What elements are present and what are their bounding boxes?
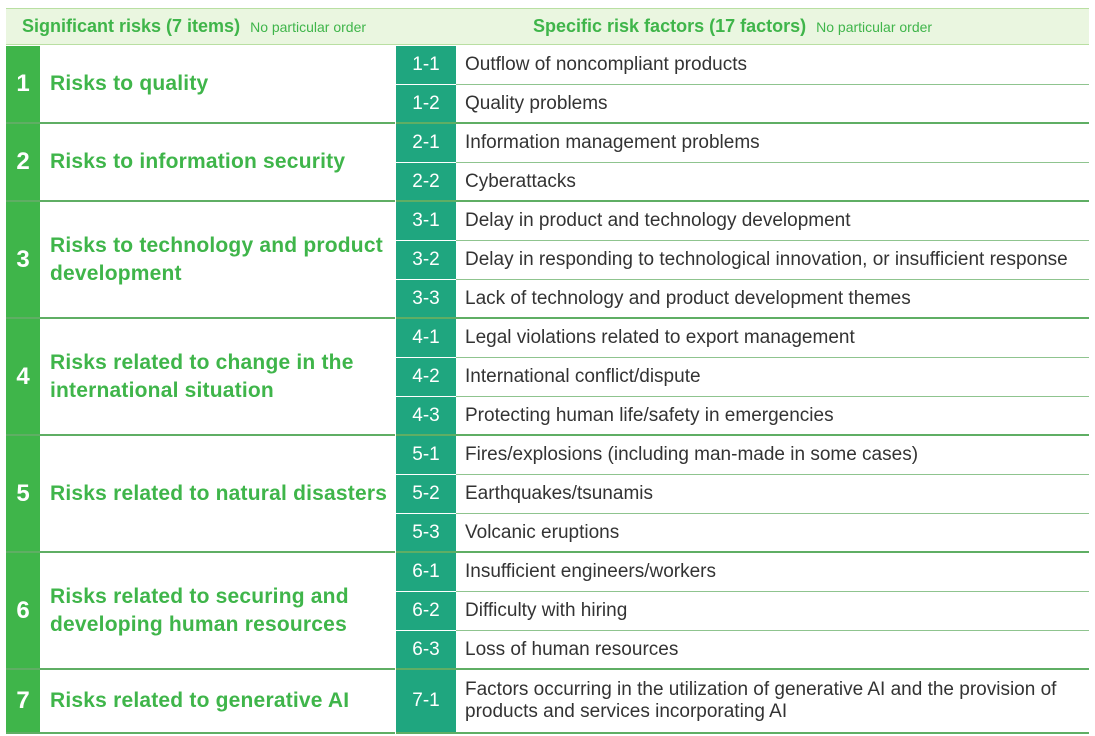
risk-title: Risks related to natural disasters [50,481,388,505]
risk-title: Risks related to securing and developing human resources [50,584,349,636]
risk-factor-row [396,514,1089,553]
risk-title: Risks related to change in the international situation [50,350,354,402]
risk-number: 6 [6,553,40,668]
factor-code: 5-3 [396,514,456,551]
risk-title: Risks to technology and product development [50,233,383,285]
factor-text: Outflow of noncompliant products [465,54,747,75]
factor-code: 2-2 [396,163,456,200]
risk-factor-row [396,280,1089,319]
factor-code: 6-3 [396,631,456,668]
factor-text: Quality problems [465,92,608,114]
factor-text: Delay in product and technology development [465,210,851,231]
risk-group-3 [6,202,395,319]
risk-factor-row [396,436,1089,475]
factor-text: Protecting human life/safety in emergencies [465,404,834,426]
significant-risks-note: No particular order [250,18,367,35]
risk-number: 7 [6,670,40,732]
factor-code: 3-3 [396,280,456,317]
risk-number: 4 [6,319,40,434]
risk-factor-row [396,319,1089,358]
factor-code: 3-1 [396,202,456,240]
factor-text: Insufficient engineers/workers [465,561,716,582]
factor-text: Earthquakes/tsunamis [465,483,653,504]
factor-code: 4-2 [396,358,456,396]
table-header [6,8,1089,45]
risk-factor-row [396,46,1089,85]
risk-factors-header [533,9,932,44]
factor-text: Volcanic eruptions [465,521,620,543]
risk-factor-row [396,553,1089,592]
factor-code: 5-1 [396,436,456,474]
risk-number: 5 [6,436,40,551]
factor-text: Delay in responding to technological innovation, or insufficient response [465,249,1068,270]
factor-code: 4-3 [396,397,456,434]
factor-code: 4-1 [396,319,456,357]
risk-factor-row [396,85,1089,124]
factor-code: 3-2 [396,241,456,279]
risk-group-6 [6,553,395,670]
factor-code: 2-1 [396,124,456,162]
factor-text: Information management problems [465,132,760,153]
risk-factor-row [396,670,1089,734]
risk-factor-row [396,163,1089,202]
risk-factor-row [396,592,1089,631]
risk-factor-row [396,358,1089,397]
risk-factors-title: Specific risk factors (17 factors) [533,16,807,36]
risk-group-2 [6,124,395,202]
factor-code: 7-1 [396,670,456,732]
risk-title: Risks to information security [50,150,346,173]
risk-title: Risks related to generative AI [50,689,350,712]
risk-factors-note: No particular order [816,18,933,35]
risk-group-5 [6,436,395,553]
risk-number: 2 [6,124,40,200]
risk-factor-row [396,397,1089,436]
factor-text: Factors occurring in the utilization of generative AI and the provision of products and services incorporating AI [465,679,1057,722]
risk-factor-row [396,475,1089,514]
significant-risks-header [22,9,366,44]
risk-group-7 [6,670,395,734]
risk-group-1 [6,46,395,124]
factor-code: 1-2 [396,85,456,122]
factor-text: International conflict/dispute [465,366,701,387]
risk-factor-row [396,202,1089,241]
factor-text: Loss of human resources [465,638,679,660]
factor-code: 6-2 [396,592,456,630]
risk-title: Risks to quality [50,72,209,95]
risk-factor-row [396,241,1089,280]
factor-text: Difficulty with hiring [465,600,628,621]
factor-code: 6-1 [396,553,456,591]
risk-number: 3 [6,202,40,317]
factor-code: 5-2 [396,475,456,513]
risk-number: 1 [6,46,40,122]
risk-factor-row [396,631,1089,670]
significant-risks-title: Significant risks (7 items) [22,16,241,36]
factor-text: Lack of technology and product development themes [465,287,911,309]
factor-text: Cyberattacks [465,170,576,192]
risk-factor-row [396,124,1089,163]
factor-text: Legal violations related to export management [465,327,855,348]
risk-group-4 [6,319,395,436]
factor-text: Fires/explosions (including man-made in some cases) [465,444,919,465]
factor-code: 1-1 [396,46,456,84]
